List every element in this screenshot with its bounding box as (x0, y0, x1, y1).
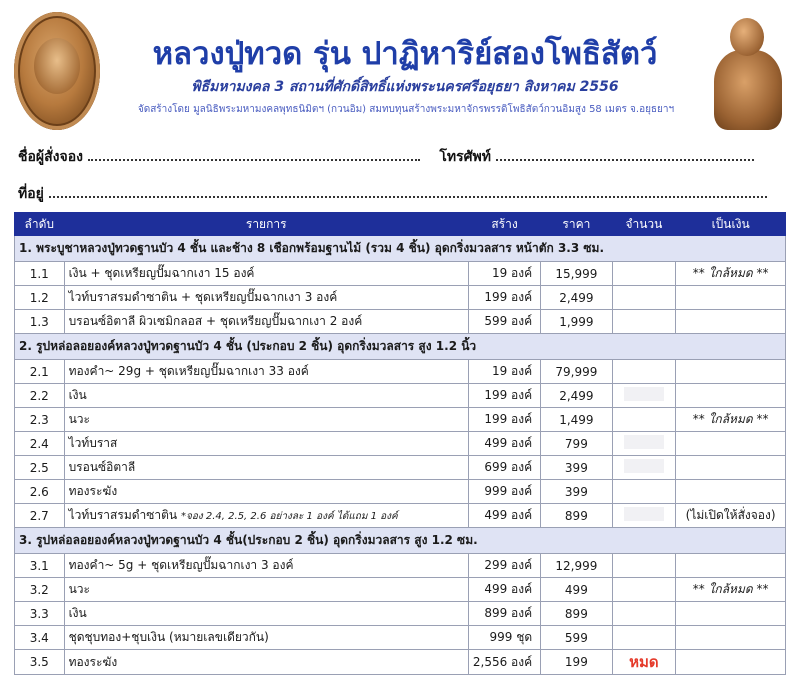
col-header-amount: เป็นเงิน (676, 213, 786, 236)
row-qty[interactable] (612, 602, 676, 626)
row-no: 2.3 (15, 408, 65, 432)
col-header-no: ลำดับ (15, 213, 65, 236)
row-item: ชุดชุบทอง+ชุบเงิน (หมายเลขเดียวกัน) (64, 626, 468, 650)
address-form-line (18, 183, 767, 205)
section-title: 1. พระบูชาหลวงปู่ทวดฐานบัว 4 ชั้น และช้าง 8 เชือกพร้อมฐานไม้ (รวม 4 ชิ้น) อุดกริ่งมวลสาร หน้าตัก 3.3 ซม. (15, 236, 786, 262)
row-built: 19 องค์ (468, 360, 540, 384)
table-header-row (15, 213, 786, 236)
row-no: 3.4 (15, 626, 65, 650)
row-built: 899 องค์ (468, 602, 540, 626)
row-built: 299 องค์ (468, 554, 540, 578)
row-no: 2.5 (15, 456, 65, 480)
row-built: 999 องค์ (468, 480, 540, 504)
row-item: เงิน + ชุดเหรียญปั๊มฉากเงา 15 องค์ (64, 262, 468, 286)
row-status (676, 480, 786, 504)
table-row[interactable] (15, 504, 786, 528)
row-price: 899 (541, 504, 612, 528)
row-status (676, 554, 786, 578)
row-item: ทองระฆัง (64, 650, 468, 675)
row-price: 199 (541, 650, 612, 675)
row-price: 12,999 (541, 554, 612, 578)
row-price: 899 (541, 602, 612, 626)
row-price: 1,999 (541, 310, 612, 334)
col-header-built: สร้าง (468, 213, 540, 236)
table-row[interactable] (15, 262, 786, 286)
section-title: 2. รูปหล่อลอยองค์หลวงปู่ทวดฐานบัว 4 ชั้น (ประกอบ 2 ชิ้น) อุดกริ่งมวลสาร สูง 1.2 นิ้ว (15, 334, 786, 360)
row-item: บรอนซ์อิตาลี ผิวเซมิกลอส + ชุดเหรียญปั๊มฉากเงา 2 องค์ (64, 310, 468, 334)
table-row[interactable] (15, 384, 786, 408)
row-no: 2.1 (15, 360, 65, 384)
row-price: 799 (541, 432, 612, 456)
row-no: 3.5 (15, 650, 65, 675)
row-qty[interactable] (612, 504, 676, 528)
row-no: 2.4 (15, 432, 65, 456)
row-built: 2,556 องค์ (468, 650, 540, 675)
row-no: 3.2 (15, 578, 65, 602)
row-status (676, 360, 786, 384)
row-price: 499 (541, 578, 612, 602)
qty-box[interactable] (624, 507, 664, 521)
qty-box[interactable] (624, 459, 664, 473)
row-no: 1.3 (15, 310, 65, 334)
row-built: 499 องค์ (468, 504, 540, 528)
table-row[interactable] (15, 360, 786, 384)
row-status (676, 286, 786, 310)
row-item: เงิน (64, 602, 468, 626)
row-item: นวะ (64, 578, 468, 602)
row-item (64, 504, 468, 528)
order-form-line (18, 146, 754, 168)
row-status (676, 626, 786, 650)
row-built: 499 องค์ (468, 578, 540, 602)
table-row[interactable] (15, 480, 786, 504)
table-row[interactable] (15, 286, 786, 310)
row-item-text: ไวท์บราสรมดำซาติน (68, 508, 178, 522)
table-row[interactable] (15, 554, 786, 578)
row-qty[interactable] (612, 554, 676, 578)
address-field[interactable] (49, 184, 767, 198)
row-qty[interactable] (612, 286, 676, 310)
row-no: 2.6 (15, 480, 65, 504)
row-item-note: *จอง 2.4, 2.5, 2.6 อย่างละ 1 องค์ ได้แถม 1 องค์ (180, 511, 398, 522)
phone-field[interactable] (496, 147, 754, 161)
table-row[interactable] (15, 578, 786, 602)
row-no: 2.2 (15, 384, 65, 408)
row-built: 499 องค์ (468, 432, 540, 456)
section-row (15, 334, 786, 360)
row-built: 19 องค์ (468, 262, 540, 286)
row-item: ไวท์บราส (64, 432, 468, 456)
statue-image (708, 14, 788, 132)
row-qty[interactable] (612, 262, 676, 286)
col-header-qty: จำนวน (612, 213, 676, 236)
row-price: 2,499 (541, 286, 612, 310)
row-item: ทองระฆัง (64, 480, 468, 504)
row-built: 999 ชุด (468, 626, 540, 650)
row-no: 2.7 (15, 504, 65, 528)
row-no: 1.1 (15, 262, 65, 286)
row-status (676, 432, 786, 456)
row-built: 599 องค์ (468, 310, 540, 334)
row-status: ** ใกล้หมด ** (676, 578, 786, 602)
section-title: 3. รูปหล่อลอยองค์หลวงปู่ทวดฐานบัว 4 ชั้น(ประกอบ 2 ชิ้น) อุดกริ่งมวลสาร สูง 1.2 ซม. (15, 528, 786, 554)
table-row[interactable] (15, 408, 786, 432)
row-status: ** ใกล้หมด ** (676, 408, 786, 432)
qty-box[interactable] (624, 387, 664, 401)
row-built: 699 องค์ (468, 456, 540, 480)
row-qty[interactable] (612, 360, 676, 384)
row-status (676, 384, 786, 408)
row-qty[interactable] (612, 384, 676, 408)
qty-box[interactable] (624, 435, 664, 449)
row-status (676, 602, 786, 626)
statue-body (714, 50, 782, 130)
row-qty[interactable] (612, 432, 676, 456)
table-row[interactable] (15, 456, 786, 480)
row-qty[interactable] (612, 456, 676, 480)
row-no: 3.3 (15, 602, 65, 626)
table-row[interactable] (15, 432, 786, 456)
medal-image (14, 12, 100, 130)
row-price: 15,999 (541, 262, 612, 286)
col-header-price: ราคา (541, 213, 612, 236)
row-status: (ไม่เปิดให้สั่งจอง) (676, 504, 786, 528)
row-built: 199 องค์ (468, 286, 540, 310)
row-qty[interactable] (612, 480, 676, 504)
row-price: 599 (541, 626, 612, 650)
page-subtitle: พิธีมหามงคล 3 สถานที่ศักดิ์สิทธิ์แห่งพระนครศรีอยุธยา สิงหาคม 2556 (191, 79, 619, 95)
header (0, 0, 800, 140)
row-qty[interactable] (612, 310, 676, 334)
row-no: 3.1 (15, 554, 65, 578)
row-built: 199 องค์ (468, 408, 540, 432)
organizer-credit: จัดสร้างโดย มูลนิธิพระมหามงคลพุทธนิมิตฯ (กวนอิม) สมทบทุนสร้างพระมหาจักรพรรดิโพธิสัตว์กวนอิมสูง 58 เมตร จ.อยุธยาฯ (137, 104, 675, 115)
row-status: ** ใกล้หมด ** (676, 262, 786, 286)
medal-portrait (34, 38, 80, 94)
address-label: ที่อยู่ (18, 186, 44, 202)
row-price: 399 (541, 456, 612, 480)
page-title: หลวงปู่ทวด รุ่น ปาฏิหาริย์สองโพธิสัตว์ (152, 36, 658, 72)
row-price: 399 (541, 480, 612, 504)
name-field[interactable] (88, 147, 420, 161)
row-item: ทองคำ~ 29g + ชุดเหรียญปั๊มฉากเงา 33 องค์ (64, 360, 468, 384)
section-row (15, 236, 786, 262)
row-price: 79,999 (541, 360, 612, 384)
table-row[interactable] (15, 310, 786, 334)
row-price: 2,499 (541, 384, 612, 408)
row-qty[interactable] (612, 578, 676, 602)
section-row (15, 528, 786, 554)
row-status (676, 650, 786, 675)
table-row[interactable] (15, 650, 786, 675)
row-qty[interactable] (612, 408, 676, 432)
row-built: 199 องค์ (468, 384, 540, 408)
table-row[interactable] (15, 626, 786, 650)
row-item: บรอนซ์อิตาลี (64, 456, 468, 480)
row-status (676, 456, 786, 480)
phone-label: โทรศัพท์ (439, 149, 491, 165)
name-label: ชื่อผู้สั่งจอง (18, 149, 83, 165)
row-item: ทองคำ~ 5g + ชุดเหรียญปั๊มฉากเงา 3 องค์ (64, 554, 468, 578)
row-no: 1.2 (15, 286, 65, 310)
row-qty[interactable] (612, 626, 676, 650)
row-item: ไวท์บราสรมดำซาติน + ชุดเหรียญปั๊มฉากเงา 3 องค์ (64, 286, 468, 310)
row-status (676, 310, 786, 334)
table-row[interactable] (15, 602, 786, 626)
row-price: 1,499 (541, 408, 612, 432)
statue-head (730, 18, 764, 56)
col-header-item: รายการ (64, 213, 468, 236)
sold-out-badge: หมด (612, 650, 676, 675)
row-item: เงิน (64, 384, 468, 408)
row-item: นวะ (64, 408, 468, 432)
order-table (14, 212, 786, 675)
